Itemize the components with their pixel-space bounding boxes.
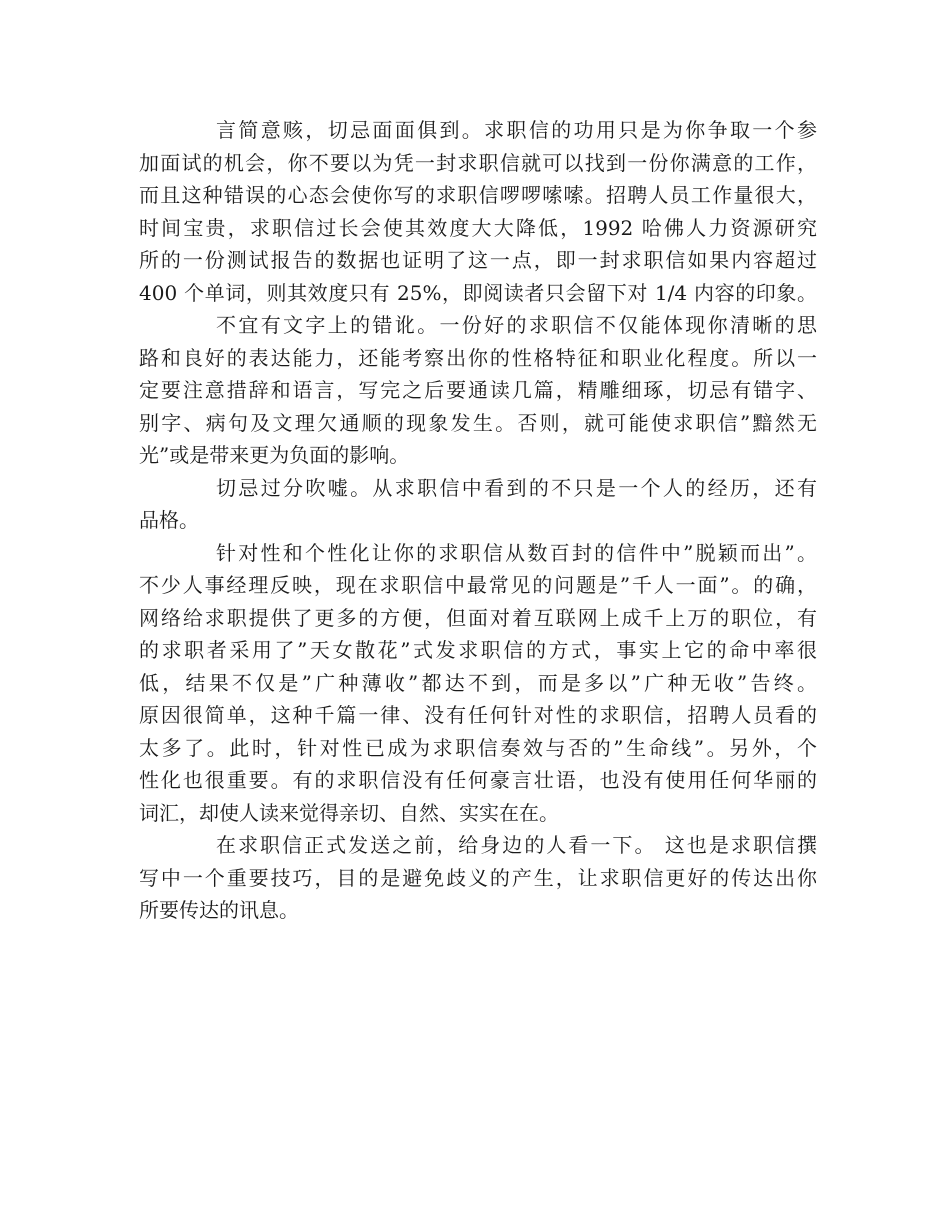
text-line: 而且这种错误的心态会使你写的求职信啰啰嗦嗦。招聘人员工作量很大，	[139, 183, 817, 207]
text-line: 原因很简单，这种千篇一律、没有任何针对性的求职信，招聘人员看的	[139, 703, 817, 727]
text-line: 不少人事经理反映，现在求职信中最常见的问题是”千人一面”。的确，	[139, 573, 817, 597]
text-line: 网络给求职提供了更多的方便，但面对着互联网上成千上万的职位，有	[139, 605, 817, 630]
text-line: 时间宝贵，求职信过长会使其效度大大降低，1992 哈佛人力资源研究	[139, 215, 817, 240]
text-line: 针对性和个性化让你的求职信从数百封的信件中”脱颖而出”。	[216, 540, 817, 565]
text-line: 400 个单词，则其效度只有 25%，即阅读者只会留下对 1/4 内容的印象。	[139, 280, 817, 305]
text-line: 路和良好的表达能力，还能考察出你的性格特征和职业化程度。所以一	[139, 345, 817, 370]
text-line: 别字、病句及文理欠通顺的现象发生。否则，就可能使求职信”黯然无	[139, 410, 817, 435]
paragraph-5	[139, 829, 817, 927]
text-line: 定要注意措辞和语言，写完之后要通读几篇，精雕细琢，切忌有错字、	[139, 378, 817, 402]
text-line: 的求职者采用了”天女散花”式发求职信的方式，事实上它的命中率很	[139, 638, 817, 662]
paragraph-1	[139, 114, 817, 309]
text-line: 言简意赅，切忌面面俱到。求职信的功用只是为你争取一个参	[216, 118, 817, 142]
paragraph-2	[139, 309, 817, 472]
text-line: 在求职信正式发送之前，给身边的人看一下。 这也是求职信撰	[216, 833, 817, 857]
text-line: 光”或是带来更为负面的影响。	[139, 443, 410, 467]
text-line: 加面试的机会，你不要以为凭一封求职信就可以找到一份你满意的工作，	[139, 150, 817, 175]
text-line: 切忌过分吹嘘。从求职信中看到的不只是一个人的经历，还有	[216, 475, 817, 500]
text-line: 不宜有文字上的错讹。一份好的求职信不仅能体现你清晰的思	[216, 313, 817, 337]
document-body	[139, 114, 817, 927]
text-line: 性化也很重要。有的求职信没有任何豪言壮语，也没有使用任何华丽的	[139, 768, 817, 792]
paragraph-3	[139, 472, 817, 537]
text-line: 所要传达的讯息。	[139, 898, 299, 922]
paragraph-4	[139, 537, 817, 830]
text-line: 所的一份测试报告的数据也证明了这一点，即一封求职信如果内容超过	[139, 248, 817, 272]
text-line: 低，结果不仅是”广种薄收”都达不到，而是多以”广种无收”告终。	[139, 670, 817, 695]
text-line: 太多了。此时，针对性已成为求职信奏效与否的”生命线”。另外，个	[139, 735, 817, 760]
text-line: 写中一个重要技巧，目的是避免歧义的产生，让求职信更好的传达出你	[139, 865, 817, 890]
text-line: 品格。	[139, 508, 199, 532]
text-line: 词汇，却使人读来觉得亲切、自然、实实在在。	[139, 800, 559, 825]
